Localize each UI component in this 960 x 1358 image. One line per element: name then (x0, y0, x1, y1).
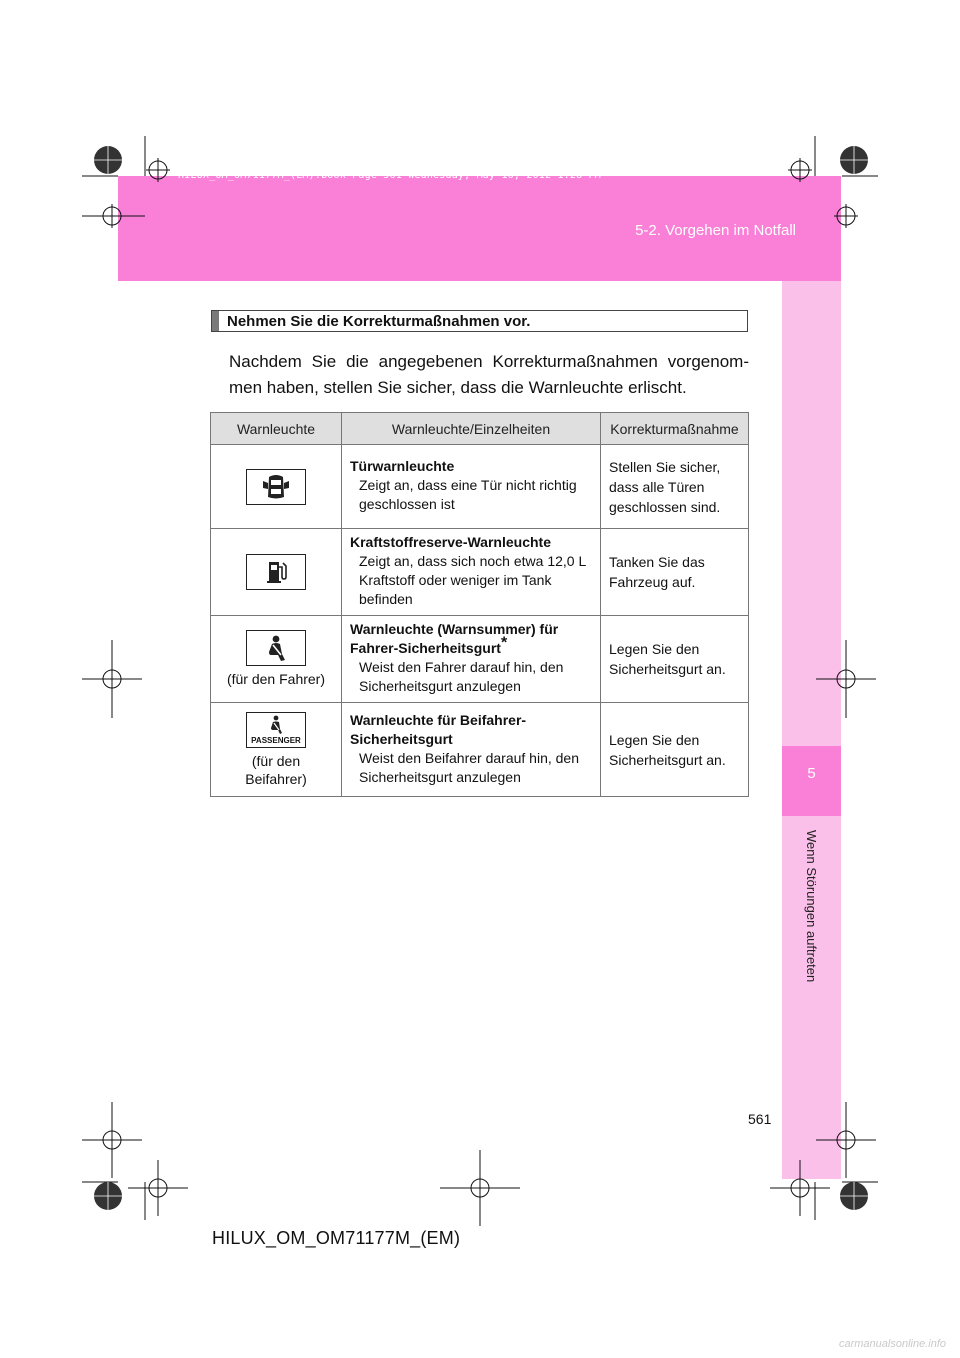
action-cell: Stellen Sie sicher, dass alle Türen geschlossen sind. (601, 445, 749, 529)
door-open-icon (246, 469, 306, 505)
icon-note: (für den Beifahrer) (245, 752, 307, 787)
intro-paragraph (229, 349, 749, 401)
warning-title: Warnleuchte (Warnsummer) für Fahrer-Sicherheitsgurt* (350, 621, 559, 656)
icon-cell (211, 703, 342, 797)
warning-description: Weist den Beifahrer darauf hin, den Sicherheitsgurt anzulegen (359, 749, 579, 785)
watermark: carmanualsonline.info (838, 1338, 946, 1350)
table-row (211, 445, 749, 529)
warning-description: Zeigt an, dass eine Tür nicht richtig geschlossen ist (359, 477, 577, 512)
detail-cell (342, 445, 601, 529)
heading-text: Nehmen Sie die Korrekturmaßnahmen vor. (227, 312, 531, 330)
warning-title: Türwarnleuchte (350, 458, 455, 474)
passenger-label: PASSENGER (251, 735, 301, 745)
detail-cell (342, 529, 601, 616)
action-cell: Legen Sie den Sicherheitsgurt an. (601, 703, 749, 797)
warning-title: Kraftstoffreserve-Warnleuchte (350, 534, 551, 550)
seatbelt-icon (246, 630, 306, 666)
icon-cell (211, 445, 342, 529)
icon-cell (211, 616, 342, 703)
warning-title: Warnleuchte für Beifahrer-Sicherheitsgurt (350, 711, 527, 747)
icon-note: (für den Fahrer) (226, 671, 326, 687)
chapter-number: 5 (807, 765, 816, 782)
action-cell: Tanken Sie das Fahrzeug auf. (601, 529, 749, 616)
detail-cell (342, 703, 601, 797)
intro-line-1: Nachdem Sie die angegebenen Korrekturmaßnahmen vorgenom- (229, 352, 749, 371)
column-header: Warnleuchte/Einzelheiten (342, 413, 601, 445)
intro-line-2: men haben, stellen Sie sicher, dass die Warnleuchte erlischt. (229, 378, 687, 397)
passenger-seatbelt-icon (246, 712, 306, 748)
column-header: Korrekturmaßnahme (601, 413, 749, 445)
heading-bar (212, 311, 219, 331)
table-row (211, 703, 749, 797)
table-header-row (211, 413, 749, 445)
fuel-pump-icon (246, 554, 306, 590)
chapter-label: Wenn Störungen auftreten (804, 830, 819, 983)
action-cell: Legen Sie den Sicherheitsgurt an. (601, 616, 749, 703)
warning-light-table (210, 412, 749, 797)
table-row (211, 529, 749, 616)
page-number: 561 (748, 1111, 772, 1127)
footnote-mark: * (500, 634, 508, 652)
section-label: 5-2. Vorgehen im Notfall (635, 222, 796, 239)
print-stamp: HILUX_OM_OM71177M_(EM).book Page 561 Wednesday, May 16, 2012 1:28 PM (178, 170, 601, 181)
footer-document-code: HILUX_OM_OM71177M_(EM) (212, 1228, 461, 1248)
warning-description: Weist den Fahrer darauf hin, den Sicherheitsgurt anzulegen (359, 659, 564, 694)
icon-cell (211, 529, 342, 616)
column-header: Warnleuchte (211, 413, 342, 445)
side-tab (782, 281, 841, 1179)
detail-cell (342, 616, 601, 703)
table-row (211, 616, 749, 703)
warning-description: Zeigt an, dass sich noch etwa 12,0 L Kraftstoff oder weniger im Tank befinden (359, 553, 586, 607)
section-heading (211, 310, 748, 332)
